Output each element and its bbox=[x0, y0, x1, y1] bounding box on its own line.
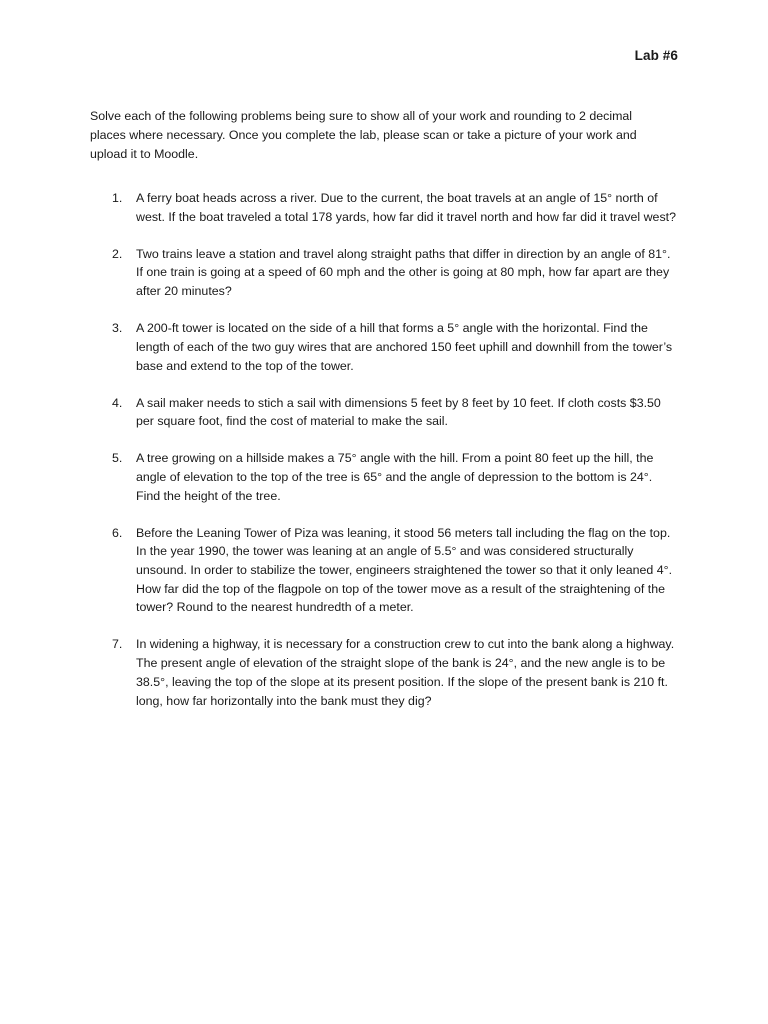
problem-number: 6. bbox=[112, 525, 123, 540]
instructions-paragraph: Solve each of the following problems being sure to show all of your work and rounding to 2 decimal places where necessary. Once you complete the lab, please scan or take a picture of your work and upload it to Moodle. bbox=[90, 109, 637, 162]
problem-number: 3. bbox=[112, 321, 123, 336]
problem-number: 4. bbox=[112, 395, 123, 410]
problem-text: Before the Leaning Tower of Piza was leaning, it stood 56 meters tall including the flag on the top. In the year 1990, the tower was leaning at an angle of 5.5° and was considered structurally unsound. In order to stabilize the tower, engineers straightened the tower so that it only leaned 4°. How far did the top of the flagpole on top of the tower move as a result of the straightening of the tower? Round to the nearest hundredth of a meter. bbox=[136, 525, 673, 615]
problem-item-6 bbox=[112, 524, 676, 618]
problem-number: 7. bbox=[112, 637, 123, 652]
page-title: Lab #6 bbox=[634, 48, 678, 63]
problem-text: In widening a highway, it is necessary for a construction crew to cut into the bank along a highway. The present angle of elevation of the straight slope of the bank is 24°, and the new angle is to be 38.5°, leaving the top of the slope at its present position. If the slope of the present bank is 210 ft. long, how far horizontally into the bank must they dig? bbox=[136, 637, 675, 708]
problem-item-5 bbox=[112, 449, 676, 505]
problem-item-3 bbox=[112, 319, 676, 375]
problem-list bbox=[112, 189, 676, 729]
problem-item-1 bbox=[112, 189, 676, 226]
problem-text: Two trains leave a station and travel along straight paths that differ in direction by an angle of 81°. If one train is going at a speed of 60 mph and the other is going at 80 mph, how far apart are they after 20 minutes? bbox=[136, 246, 671, 299]
problem-item-4 bbox=[112, 394, 676, 431]
problem-text: A tree growing on a hillside makes a 75° angle with the hill. From a point 80 feet up the hill, the angle of elevation to the top of the tree is 65° and the angle of depression to the bottom is 24°. Find the height of the tree. bbox=[136, 451, 654, 503]
problem-number: 1. bbox=[112, 191, 123, 205]
problem-item-7 bbox=[112, 635, 676, 710]
problem-item-2 bbox=[112, 245, 676, 301]
problem-number: 5. bbox=[112, 451, 123, 466]
problem-number: 2. bbox=[112, 246, 123, 261]
problem-text: A 200-ft tower is located on the side of a hill that forms a 5° angle with the horizontal. Find the length of each of the two guy wires that are anchored 150 feet uphill and downhill from the tower’s base and extend to the top of the tower. bbox=[136, 321, 673, 373]
problem-text: A ferry boat heads across a river. Due to the current, the boat travels at an angle of 15° north of west. If the boat traveled a total 178 yards, how far did it travel north and how far did it travel west? bbox=[136, 191, 676, 224]
problem-text: A sail maker needs to stich a sail with dimensions 5 feet by 8 feet by 10 feet. If cloth costs $3.50 per square foot, find the cost of material to make the sail. bbox=[136, 395, 661, 429]
